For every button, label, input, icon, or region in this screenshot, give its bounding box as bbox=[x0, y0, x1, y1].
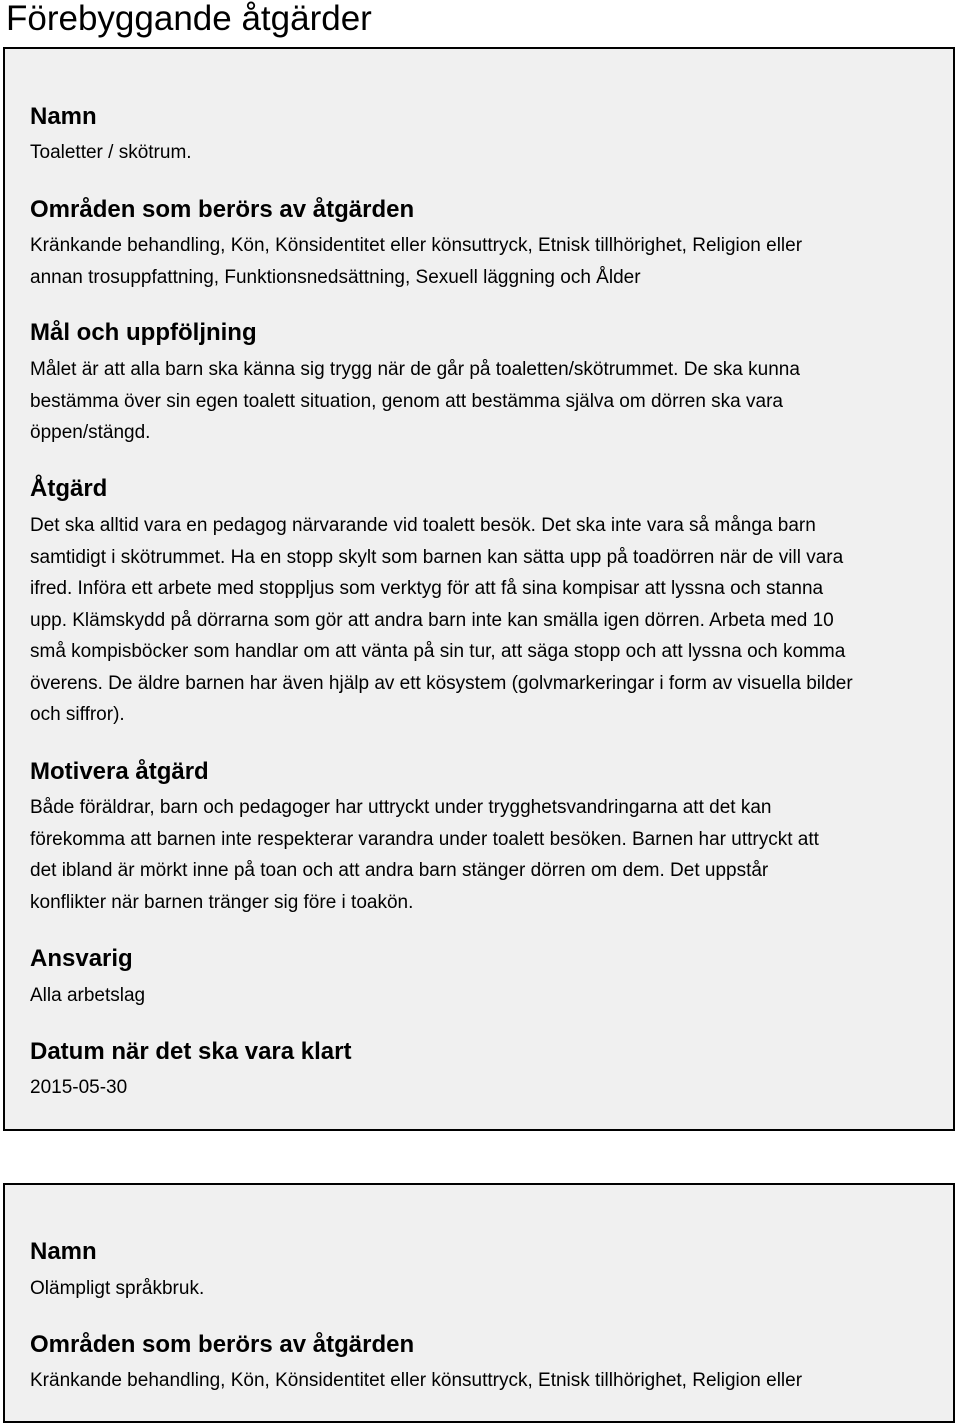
areas-label: Områden som berörs av åtgärden bbox=[30, 1331, 415, 1358]
responsible-label: Ansvarig bbox=[30, 945, 133, 972]
name-label: Namn bbox=[30, 103, 97, 130]
areas-value: Kränkande behandling, Kön, Könsidentitet eller könsuttryck, Etnisk tillhörighet, Religion eller annan trosuppfattning, Funktionsnedsättning, Sexuell läggning och Ålder bbox=[30, 235, 803, 288]
date-label: Datum när det ska vara klart bbox=[30, 1038, 352, 1065]
page-title: Förebyggande åtgärder bbox=[6, 0, 372, 38]
goal-label: Mål och uppföljning bbox=[30, 319, 257, 346]
areas-value: Kränkande behandling, Kön, Könsidentitet eller könsuttryck, Etnisk tillhörighet, Religion eller bbox=[30, 1370, 803, 1391]
measure-card bbox=[3, 47, 955, 1131]
motivation-value: Både föräldrar, barn och pedagoger har uttryckt under trygghetsvandringarna att det kan förekomma att barnen inte respekterar varandra under toalett besöken. Barnen har uttryckt att det ibland är mörkt inne på toan och att andra barn stänger dörren om dem. Det uppstår konflikter när barnen tränger sig före i toakön. bbox=[30, 797, 819, 913]
date-value: 2015-05-30 bbox=[30, 1077, 128, 1098]
action-value: Det ska alltid vara en pedagog närvarande vid toalett besök. Det ska inte vara så många barn samtidigt i skötrummet. Ha en stopp skylt som barnen kan sätta upp på toadörren när de vill vara ifred. Införa ett arbete med stoppljus som verktyg för att få sina kompisar att lyssna och stanna upp. Klämskydd på dörrarna som gör att andra barn inte kan smälla igen dörren. Arbeta med 10 små kompisböcker som handlar om att vänta på sin tur, att säga stopp och att lyssna och komma överens. De äldre barnen har även hjälp av ett kösystem (golvmarkeringar i form av visuella bilder och siffror). bbox=[30, 515, 853, 725]
name-value: Olämpligt språkbruk. bbox=[30, 1278, 205, 1299]
name-label: Namn bbox=[30, 1238, 97, 1265]
action-label: Åtgärd bbox=[30, 475, 108, 502]
goal-value: Målet är att alla barn ska känna sig trygg när de går på toaletten/skötrummet. De ska kunna bestämma över sin egen toalett situation, genom att bestämma själva om dörren ska vara öppen/stängd. bbox=[30, 359, 800, 443]
responsible-value: Alla arbetslag bbox=[30, 985, 146, 1006]
motivation-label: Motivera åtgärd bbox=[30, 758, 209, 785]
measure-card bbox=[3, 1183, 955, 1423]
name-value: Toaletter / skötrum. bbox=[30, 142, 192, 163]
areas-label: Områden som berörs av åtgärden bbox=[30, 196, 415, 223]
